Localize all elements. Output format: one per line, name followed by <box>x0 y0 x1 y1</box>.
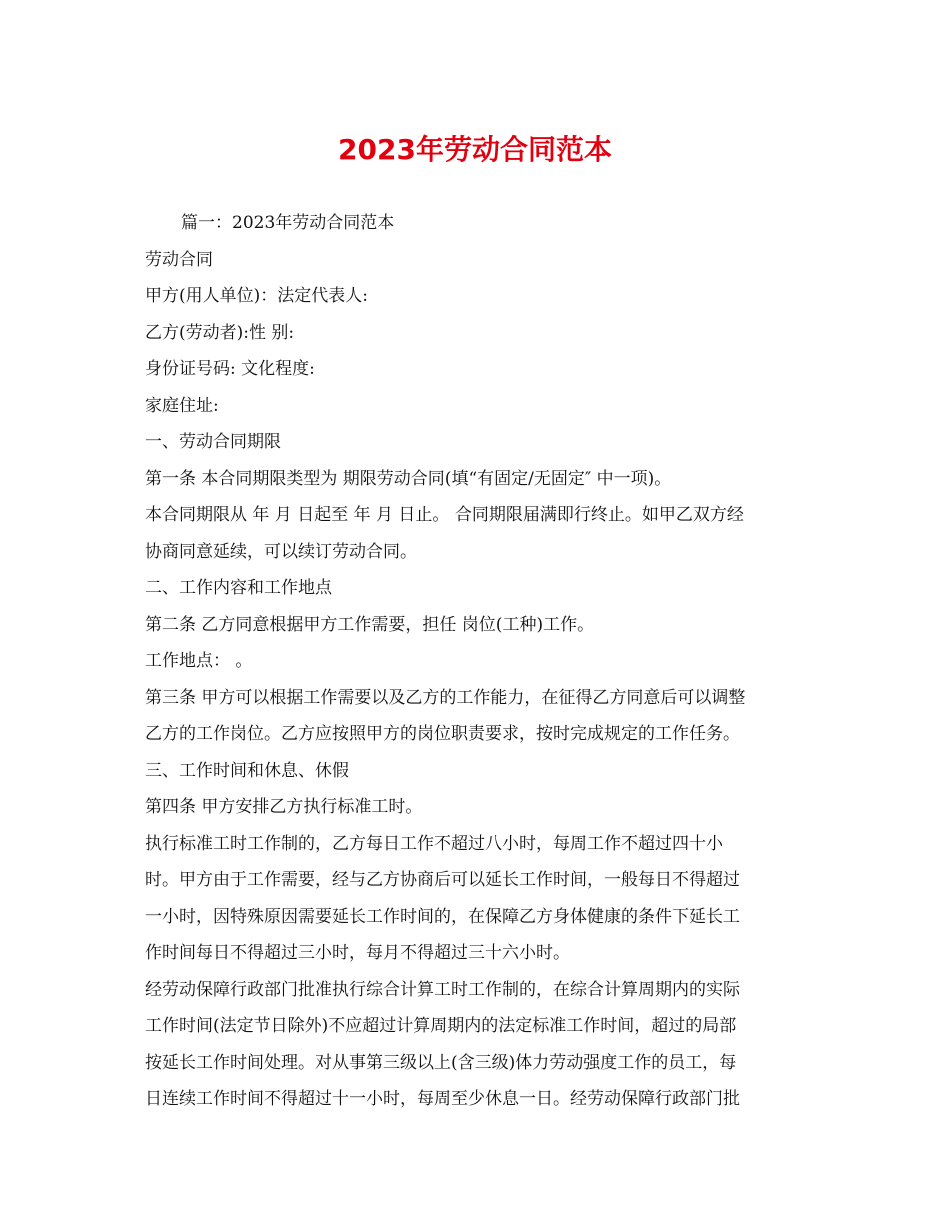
paragraph-line: 乙方的工作岗位。乙方应按照甲方的岗位职责要求，按时完成规定的工作任务。 <box>145 724 740 744</box>
document-title: 2023年劳动合同范本 <box>338 133 612 166</box>
paragraph-line: 作时间每日不得超过三小时，每月不得超过三十六小时。 <box>145 943 570 963</box>
paragraph-line: 时。甲方由于工作需要，经与乙方协商后可以延长工作时间，一般每日不得超过 <box>145 870 740 890</box>
document-body <box>145 205 805 1118</box>
party-b-line: 乙方(劳动者):性 别: <box>145 322 295 343</box>
chapter-heading: 三、工作时间和休息、休假 <box>145 760 349 781</box>
party-a-line: 甲方(用人单位)：法定代表人: <box>145 286 368 306</box>
article-line: 第二条 乙方同意根据甲方工作需要，担任 岗位(工种)工作。 <box>145 614 595 635</box>
paragraph-line: 一小时，因特殊原因需要延长工作时间的，在保障乙方身体健康的条件下延长工 <box>145 906 740 927</box>
paragraph-line: 日连续工作时间不得超过十一小时，每周至少休息一日。经劳动保障行政部门批 <box>145 1089 740 1109</box>
section-heading: 篇一：2023年劳动合同范本 <box>181 213 395 233</box>
chapter-heading: 一、劳动合同期限 <box>145 432 281 452</box>
paragraph-line: 协商同意延续，可以续订劳动合同。 <box>145 541 417 562</box>
contract-heading: 劳动合同 <box>145 249 213 270</box>
article-line: 第一条 本合同期限类型为 期限劳动合同(填“有固定/无固定″ 中一项)。 <box>145 468 672 489</box>
paragraph-line: 经劳动保障行政部门批准执行综合计算工时工作制的，在综合计算周期内的实际 <box>145 979 740 1000</box>
paragraph-line: 按延长工作时间处理。对从事第三级以上(含三级)体力劳动强度工作的员工，每 <box>145 1052 737 1073</box>
paragraph-line: 工作地点： 。 <box>145 651 253 671</box>
id-education-line: 身份证号码: 文化程度: <box>145 359 315 379</box>
paragraph-line: 工作时间(法定节日除外)不应超过计算周期内的法定标准工作时间，超过的局部 <box>145 1016 737 1036</box>
article-line: 第四条 甲方安排乙方执行标准工时。 <box>145 797 423 817</box>
address-line: 家庭住址: <box>145 395 219 416</box>
paragraph-line: 本合同期限从 年 月 日起至 年 月 日止。 合同期限届满即行终止。如甲乙双方经 <box>145 505 744 525</box>
article-line: 第三条 甲方可以根据工作需要以及乙方的工作能力，在征得乙方同意后可以调整 <box>145 687 746 708</box>
chapter-heading: 二、工作内容和工作地点 <box>145 578 332 598</box>
paragraph-line: 执行标准工时工作制的，乙方每日工作不超过八小时，每周工作不超过四十小 <box>145 833 723 854</box>
